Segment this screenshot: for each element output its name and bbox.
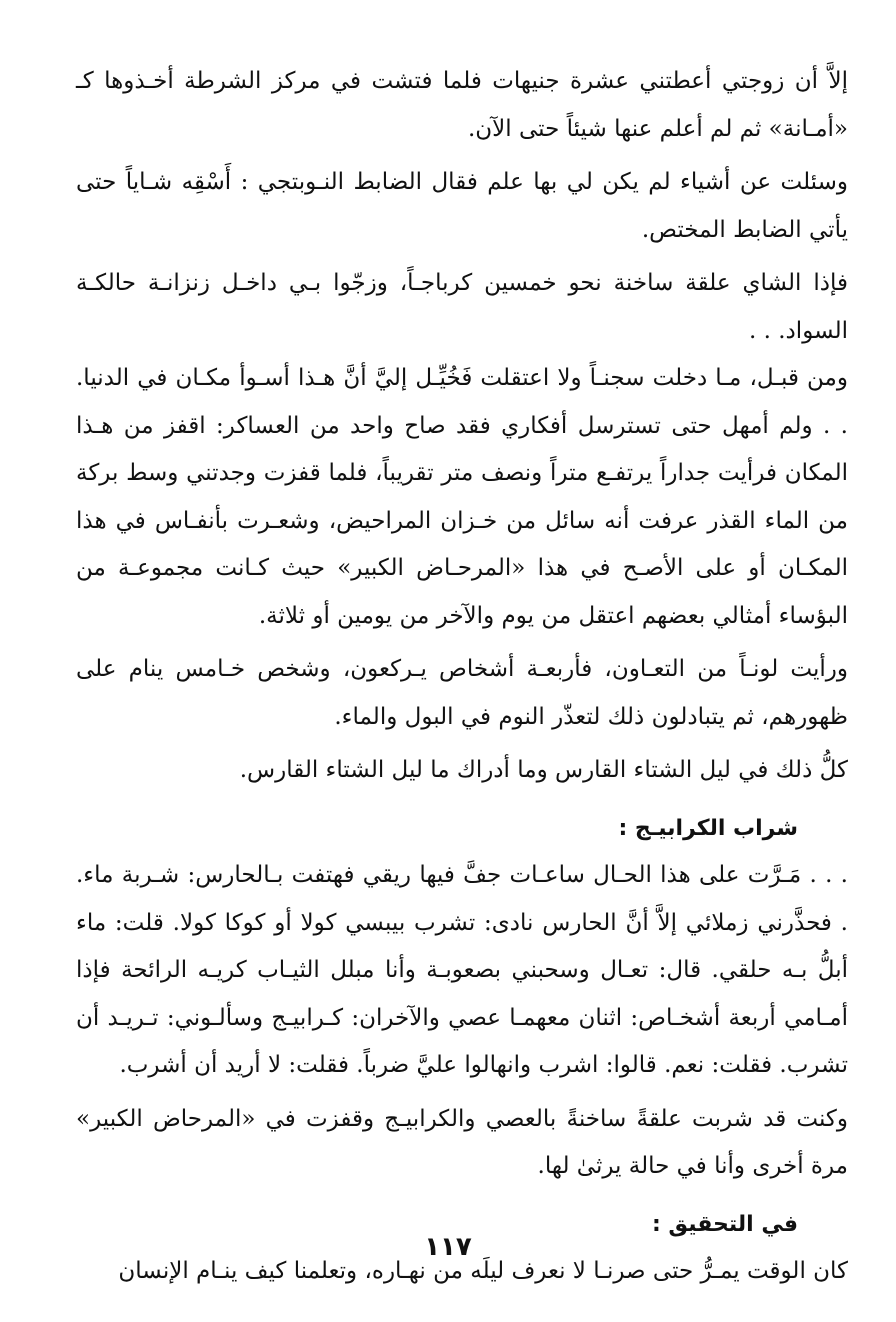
paragraph: وسئلت عن أشياء لم يكن لي بها علم فقال الضابط النـوبتجي : أَسْقِه شـاياً حتى يأتي الضابط المختص. [76,169,848,243]
paragraph: كلُّ ذلك في ليل الشتاء القارس وما أدراك ما ليل الشتاء القارس. [239,757,848,783]
paragraph: ومن قبـل، مـا دخلت سجنـاً ولا اعتقلت فَخُيِّـل إليَّ أنَّ هـذا أسـوأ مكـان في الدنيا. . . ولم أمهل حتى تسترسل أفكاري فقد صاح واحد من العساكر: اقفز من هـذا المكان فرأيت جداراً يرتفـع متراً ونصف متر تقريباً، فلما قفزت وجدتني وسط بركة من الماء القذر عرفت أنه سائل من خـزان المراحيض، وشعـرت بأنفـاس في هذا المكـان أو على الأصـح في هذا «المرحـاض الكبير» حيث كـانت مجموعـة من البؤساء أمثالي بعضهم اعتقل من يوم والآخر من يومين أو ثلاثة. [76,365,848,629]
paragraph: فإذا الشاي علقة ساخنة نحو خمسين كرباجـاً، وزجّوا بـي داخـل زنزانـة حالكـة السواد. . . [76,270,848,344]
page-body [76,58,848,1296]
paragraph: . . . مَـرَّت على هذا الحـال ساعـات جفَّ فيها ريقي فهتفت بـالحارس: شـربة ماء. . فحذَّرني زملائي إلاَّ أنَّ الحارس نادى: تشرب بيبسي كولا أو كوكا كولا. قلت: ماء أبلُّ بـه حلقي. قال: تعـال وسحبني بصعوبـة وأنا مبلل الثيـاب كريـه الرائحة فإذا أمـامي أربعة أشخـاص: اثنان معهمـا عصي والآخران: كـرابيـج وسألـوني: تـريـد أن تشرب. فقلت: نعم. قالوا: اشرب وانهالوا عليَّ ضرباً. فقلت: لا أريد أن أشرب. [76,862,848,1078]
section-heading: في التحقيق : [651,1211,798,1237]
paragraph: إلاَّ أن زوجتي أعطتني عشرة جنيهات فلما فتشت في مركز الشرطة أخـذوها كـ «أمـانة» ثم لم أعلم عنها شيئاً حتى الآن. [76,68,848,142]
paragraph: وكنت قد شربت علقةً ساخنةً بالعصي والكرابيـج وقفزت في «المرحاض الكبير» مرة أخرى وأنا في حالة يرثىٰ لها. [76,1105,848,1179]
page-number: ١١٧ [424,1232,472,1262]
paragraph: ورأيت لونـاً من التعـاون، فأربعـة أشخاص يـركعون، وشخص خـامس ينام على ظهورهم، ثم يتبادلون ذلك لتعذّر النوم في البول والماء. [76,656,848,730]
paragraph: كان الوقت يمـرُّ حتى صرنـا لا نعرف ليلَه من نهـاره، وتعلمنا كيف ينـام الإنسان [118,1258,848,1284]
section-heading: شراب الكرابيـج : [618,815,798,841]
